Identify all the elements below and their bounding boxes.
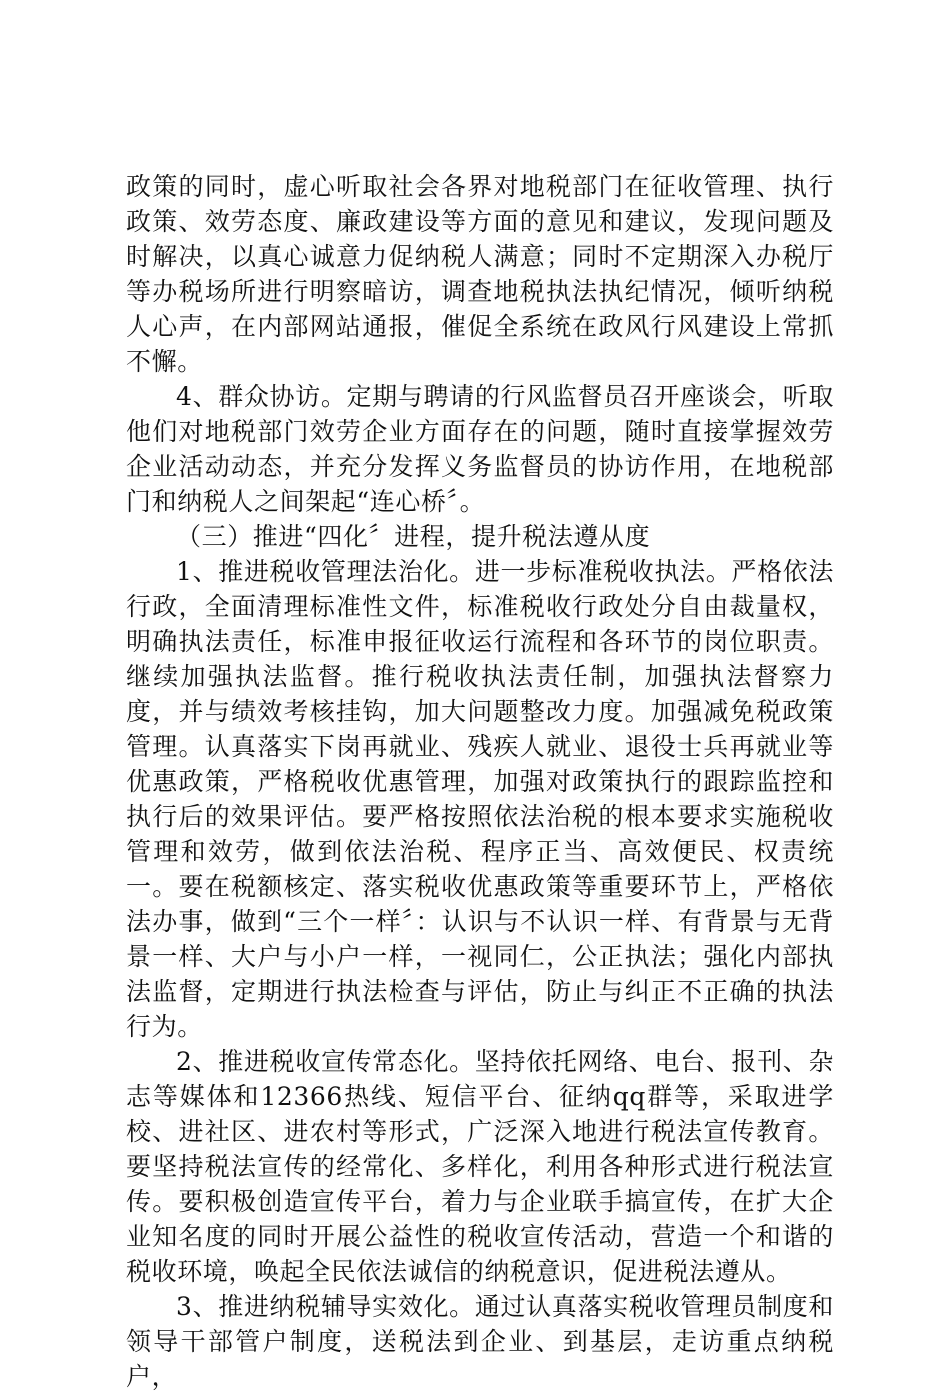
document-body xyxy=(126,169,834,1394)
paragraph-item-4: 4、群众协访。定期与聘请的行风监督员召开座谈会，听取他们对地税部门效劳企业方面存在的问题，随时直接掌握效劳企业活动动态，并充分发挥义务监督员的协访作用，在地税部门和纳税人之间架起“连心桥〞。 xyxy=(126,382,834,516)
paragraph-continuation: 政策的同时，虚心听取社会各界对地税部门在征收管理、执行政策、效劳态度、廉政建设等方面的意见和建议，发现问题及时解决，以真心诚意力促纳税人满意；同时不定期深入办税厅等办税场所进行明察暗访，调查地税执法执纪情况，倾听纳税人心声，在内部网站通报，催促全系统在政风行风建设上常抓不懈。 xyxy=(126,172,834,376)
paragraph-item-1: 1、推进税收管理法治化。进一步标准税收执法。严格依法行政，全面清理标准性文件，标准税收行政处分自由裁量权，明确执法责任，标准申报征收运行流程和各环节的岗位职责。继续加强执法监督。推行税收执法责任制，加强执法督察力度，并与绩效考核挂钩，加大问题整改力度。加强减免税政策管理。认真落实下岗再就业、残疾人就业、退役士兵再就业等优惠政策，严格税收优惠管理，加强对政策执行的跟踪监控和执行后的效果评估。要严格按照依法治税的根本要求实施税收管理和效劳，做到依法治税、程序正当、高效便民、权责统一。要在税额核定、落实税收优惠政策等重要环节上，严格依法办事，做到“三个一样〞：认识与不认识一样、有背景与无背景一样、大户与小户一样，一视同仁，公正执法；强化内部执法监督，定期进行执法检查与评估，防止与纠正不正确的执法行为。 xyxy=(126,557,834,1041)
section-heading: （三）推进“四化〞进程，提升税法遵从度 xyxy=(176,522,651,551)
paragraph-item-3: 3、推进纳税辅导实效化。通过认真落实税收管理员制度和领导干部管户制度，送税法到企业、到基层，走访重点纳税户， xyxy=(126,1292,834,1391)
paragraph-item-2: 2、推进税收宣传常态化。坚持依托网络、电台、报刊、杂志等媒体和12366热线、短信平台、征纳qq群等，采取进学校、进社区、进农村等形式，广泛深入地进行税法宣传教育。要坚持税法宣传的经常化、多样化，利用各种形式进行税法宣传。要积极创造宣传平台，着力与企业联手搞宣传，在扩大企业知名度的同时开展公益性的税收宣传活动，营造一个和谐的税收环境，唤起全民依法诚信的纳税意识，促进税法遵从。 xyxy=(126,1047,834,1286)
